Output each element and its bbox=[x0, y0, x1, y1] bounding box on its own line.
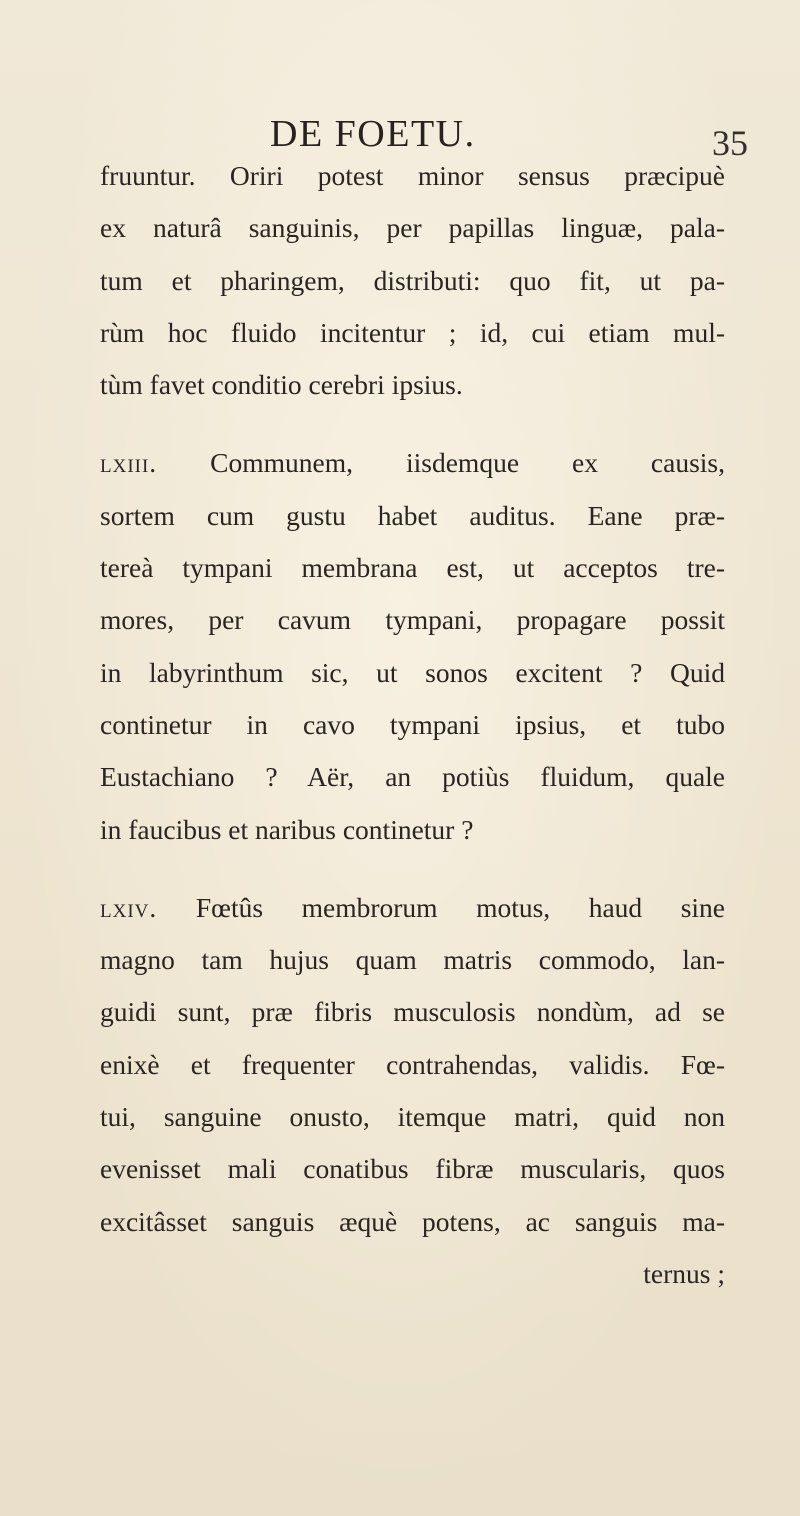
text-line: tùm favet conditio cerebri ipsius. bbox=[100, 369, 463, 401]
text-line: mores, per cavum tympani, propagare possit bbox=[100, 604, 725, 636]
section-first-line bbox=[100, 882, 725, 934]
text-line: Fœtûs membrorum motus, haud sine bbox=[195, 891, 726, 923]
catchword: ternus ; bbox=[643, 1257, 725, 1289]
paragraph-gap bbox=[100, 856, 725, 882]
section-number: lxiii. bbox=[100, 447, 158, 479]
body-text bbox=[100, 150, 725, 1300]
paragraph-gap bbox=[100, 411, 725, 437]
text-line: sortem cum gustu habet auditus. Eane præ- bbox=[100, 499, 725, 531]
text-line: tereà tympani membrana est, ut acceptos tre- bbox=[100, 552, 725, 584]
running-title: DE FOETU. bbox=[270, 113, 476, 155]
text-line: continetur in cavo tympani ipsius, et tubo bbox=[100, 708, 725, 740]
page-number: 35 bbox=[712, 123, 748, 163]
text-line: guidi sunt, præ fibris musculosis nondùm, ad se bbox=[100, 996, 725, 1028]
text-line: excitâsset sanguis æquè potens, ac sanguis ma- bbox=[100, 1205, 725, 1237]
text-line: rùm hoc fluido incitentur ; id, cui etiam mul- bbox=[100, 316, 725, 348]
text-line: fruuntur. Oriri potest minor sensus præcipuè bbox=[100, 160, 725, 191]
section-first-line bbox=[100, 437, 725, 489]
text-line: in faucibus et naribus continetur ? bbox=[100, 813, 474, 845]
text-line: evenisset mali conatibus fibræ muscularis, quos bbox=[100, 1153, 725, 1185]
text-line: magno tam hujus quam matris commodo, lan- bbox=[100, 944, 725, 976]
text-line: tum et pharingem, distributi: quo fit, ut pa- bbox=[100, 264, 725, 296]
text-line: Eustachiano ? Aër, an potiùs fluidum, quale bbox=[100, 761, 725, 793]
section-number: lxiv. bbox=[100, 891, 158, 923]
text-line: in labyrinthum sic, ut sonos excitent ? Quid bbox=[100, 656, 725, 688]
text-line: Communem, iisdemque ex causis, bbox=[210, 447, 726, 479]
text-line: tui, sanguine onusto, itemque matri, quid non bbox=[100, 1101, 725, 1133]
text-line: enixè et frequenter contrahendas, validis. Fœ- bbox=[100, 1048, 725, 1080]
text-line: ex naturâ sanguinis, per papillas linguæ, pala- bbox=[100, 212, 725, 244]
